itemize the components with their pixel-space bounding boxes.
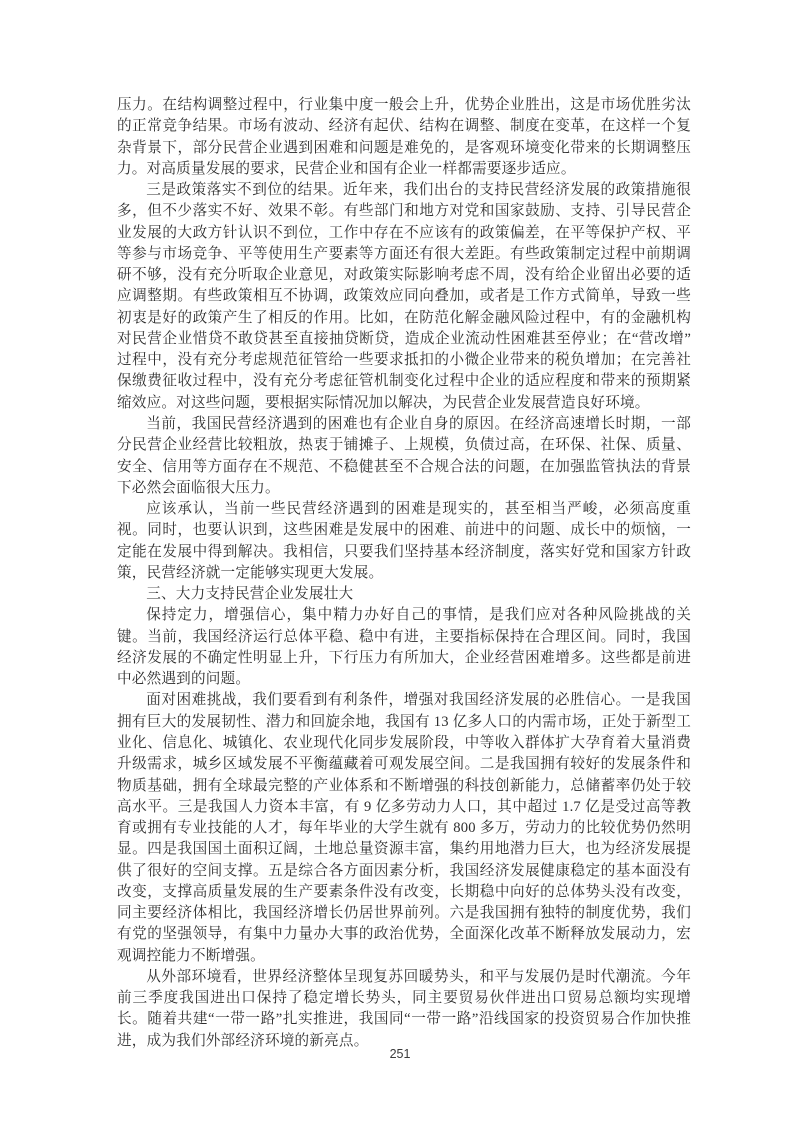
paragraph-continuation: 压力。在结构调整过程中，行业集中度一般会上升，优势企业胜出，这是市场优胜劣汰的正常竞争结果。市场有波动、经济有起伏、结构在调整、制度在变革，在这样一个复杂背景下，部分民营企业遇到困难和问题是难免的，是客观环境变化带来的长期调整压力。对高质量发展的要求，民营企业和国有企业一样都需要逐步适应。 <box>117 97 691 177</box>
paragraph: 当前，我国民营经济遇到的困难也有企业自身的原因。在经济高速增长时期，一部分民营企业经营比较粗放，热衷于铺摊子、上规模，负债过高，在环保、社保、质量、安全、信用等方面存在不规范、不稳健甚至不合规合法的问题，在加强监管执法的背景下必然会面临很大压力。 <box>117 415 691 496</box>
paragraph: 保持定力，增强信心，集中精力办好自己的事情，是我们应对各种风险挑战的关键。当前，我国经济运行总体平稳、稳中有进，主要指标保持在合理区间。同时，我国经济发展的不确定性明显上升，下行压力有所加大，企业经营困难增多。这些都是前进中必然遇到的问题。 <box>117 607 691 688</box>
paragraph: 面对困难挑战，我们要看到有利条件，增强对我国经济发展的必胜信心。一是我国拥有巨大的发展韧性、潜力和回旋余地，我国有 13 亿多人口的内需市场，正处于新型工业化、信息化、城镇化、农业现代化同步发展阶段，中等收入群体扩大孕育着大量消费升级需求，城乡区域发展不平衡蕴藏着可观发展空间。二是我国拥有较好的发展条件和物质基础，拥有全球最完整的产业体系和不断增强的科技创新能力，总储蓄率仍处于较高水平。三是我国人力资本丰富，有 9 亿多劳动力人口，其中超过 1.7 亿是受过高等教育或拥有专业技能的人才，每年毕业的大学生就有 800 多万，劳动力的比较优势仍然明显。四是我国国土面积辽阔，土地总量资源丰富，集约用地潜力巨大，也为经济发展提供了很好的空间支撑。五是综合各方面因素分析，我国经济发展健康稳定的基本面没有改变，支撑高质量发展的生产要素条件没有改变，长期稳中向好的总体势头没有改变，同主要经济体相比，我国经济增长仍居世界前列。六是我国拥有独特的制度优势，我们有党的坚强领导，有集中力量办大事的政治优势，全面深化改革不断释放发展动力，宏观调控能力不断增强。 <box>117 692 691 964</box>
section-heading: 三、大力支持民营企业发展壮大 <box>146 586 354 603</box>
paragraph: 从外部环境看，世界经济整体呈现复苏回暖势头，和平与发展仍是时代潮流。今年前三季度我国进出口保持了稳定增长势头，同主要贸易伙伴进出口贸易总额均实现增长。随着共建“一带一路”扎实推进，我国同“一带一路”沿线国家的投资贸易合作加快推进，成为我们外部经济环境的新亮点。 <box>117 968 691 1049</box>
paragraph: 应该承认，当前一些民营经济遇到的困难是现实的，甚至相当严峻，必须高度重视。同时，也要认识到，这些困难是发展中的困难、前进中的问题、成长中的烦恼，一定能在发展中得到解决。我相信，只要我们坚持基本经济制度，落实好党和国家方针政策，民营经济就一定能够实现更大发展。 <box>117 501 691 581</box>
page-number: 251 <box>389 1047 411 1061</box>
page-text-block <box>117 95 691 1052</box>
paragraph: 三是政策落实不到位的结果。近年来，我们出台的支持民营经济发展的政策措施很多，但不少落实不好、效果不彰。有些部门和地方对党和国家鼓励、支持、引导民营企业发展的大政方针认识不到位，工作中存在不应该有的政策偏差，在平等保护产权、平等参与市场竞争、平等使用生产要素等方面还有很大差距。有些政策制定过程中前期调研不够，没有充分听取企业意见，对政策实际影响考虑不周，没有给企业留出必要的适应调整期。有些政策相互不协调，政策效应同向叠加，或者是工作方式简单，导致一些初衷是好的政策产生了相反的作用。比如，在防范化解金融风险过程中，有的金融机构对民营企业惜贷不敢贷甚至直接抽贷断贷，造成企业流动性困难甚至停业；在“营改增”过程中，没有充分考虑规范征管给一些要求抵扣的小微企业带来的税负增加；在完善社保缴费征收过程中，没有充分考虑征管机制变化过程中企业的适应程度和带来的预期紧缩效应。对这些问题，要根据实际情况加以解决，为民营企业发展营造良好环境。 <box>117 182 691 411</box>
